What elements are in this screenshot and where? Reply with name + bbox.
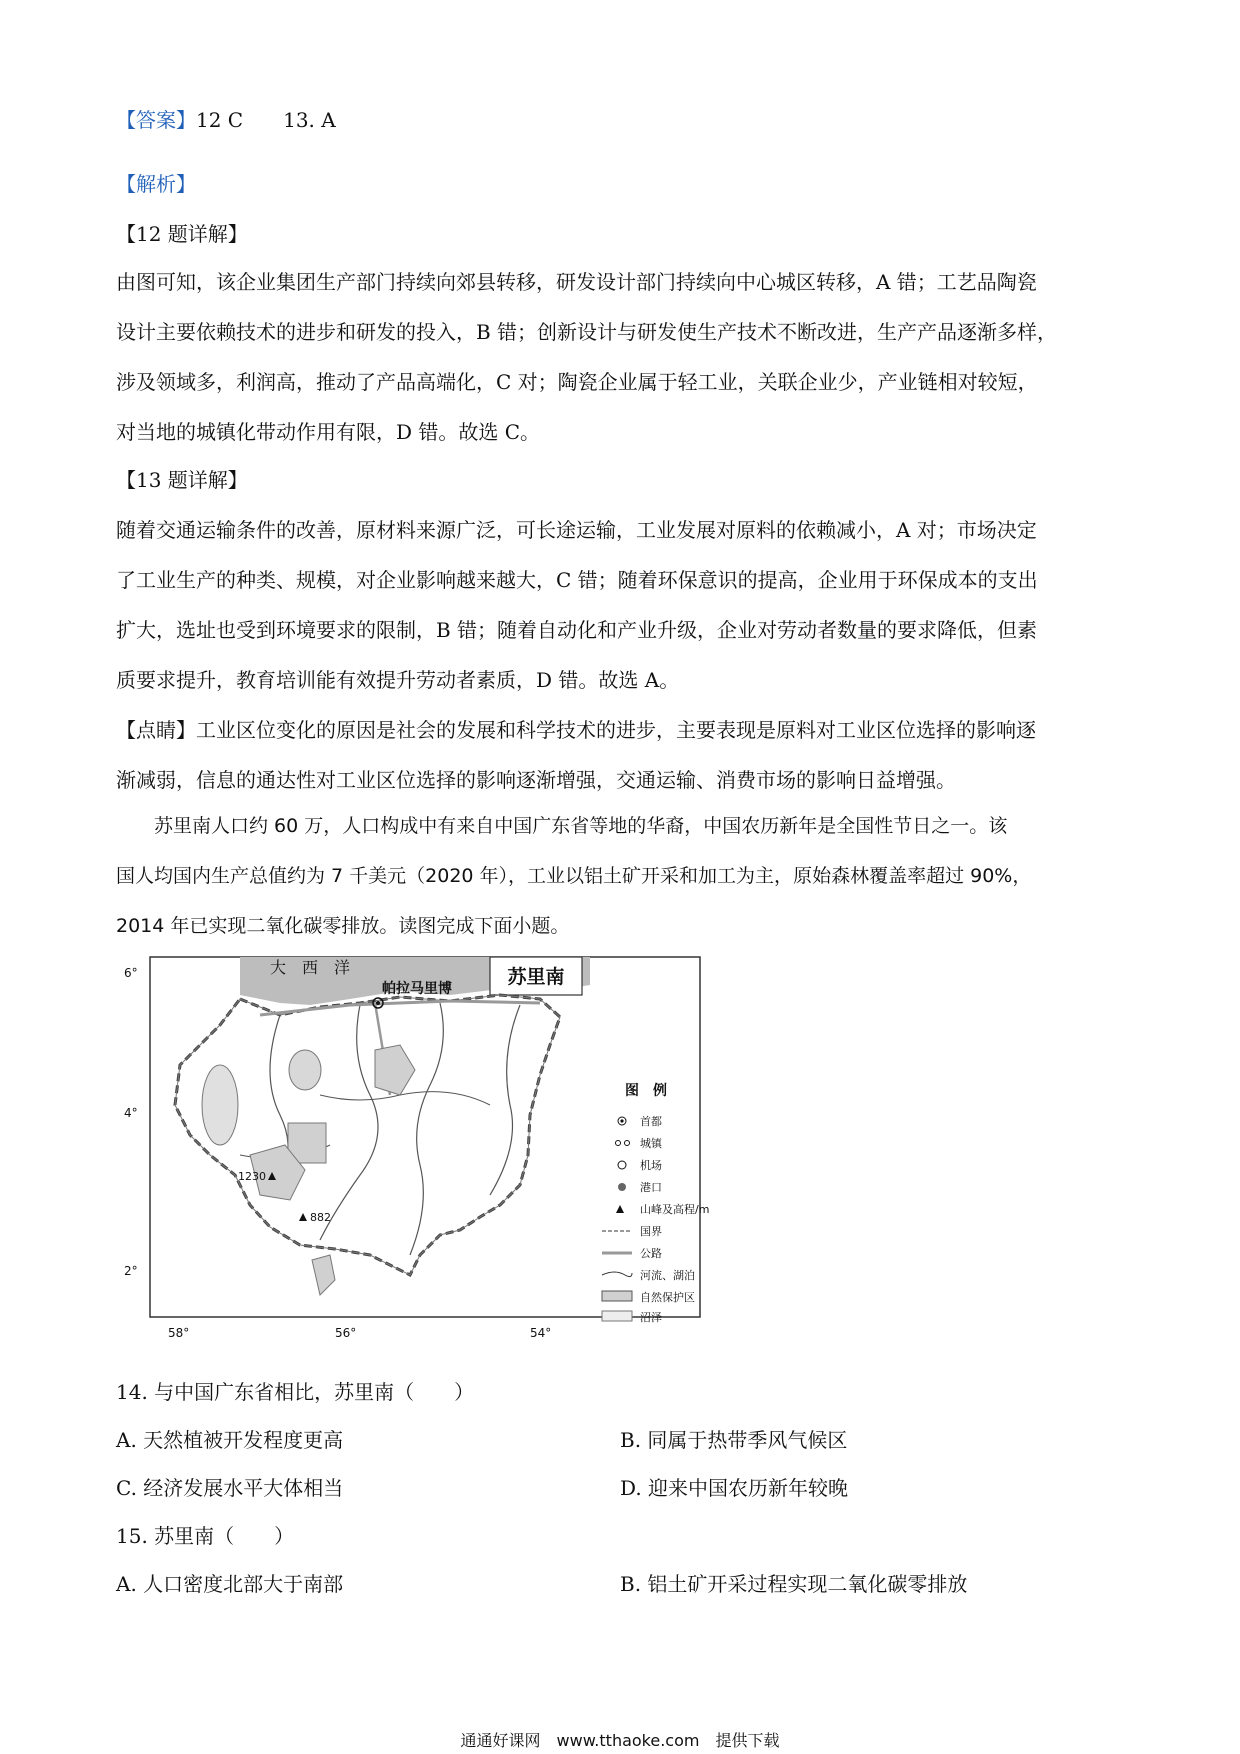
lon-label: 56° xyxy=(335,1326,357,1340)
point-line-2: 渐减弱，信息的通达性对工业区位选择的影响逐渐增强，交通运输、消费市场的影响日益增强。 xyxy=(116,768,956,792)
swamp-area xyxy=(202,1065,238,1145)
q15-stem: 15. 苏里南（ ） xyxy=(116,1524,295,1548)
legend-item: 国界 xyxy=(640,1225,662,1238)
peak-label: 1230 xyxy=(238,1170,266,1183)
reserve-legend-icon xyxy=(602,1291,632,1301)
lat-label: 6° xyxy=(124,966,138,980)
lon-label: 58° xyxy=(168,1326,190,1340)
peak-label: 882 xyxy=(310,1211,331,1224)
legend-item: 沼泽 xyxy=(640,1311,662,1324)
capital-icon-dot xyxy=(376,1001,380,1005)
intro-line: 苏里南人口约 60 万，人口构成中有来自中国广东省等地的华裔，中国农历新年是全国性节日之一。该 xyxy=(116,815,1008,837)
lon-label: 54° xyxy=(530,1326,552,1340)
q13-detail-label: 【13 题详解】 xyxy=(116,468,248,492)
q14-stem: 14. 与中国广东省相比，苏里南（ ） xyxy=(116,1380,475,1404)
ocean-label: 大 西 洋 xyxy=(270,958,351,977)
q12-detail-label: 【12 题详解】 xyxy=(116,222,248,246)
lat-label: 2° xyxy=(124,1264,138,1278)
intro-line: 2014 年已实现二氧化碳零排放。读图完成下面小题。 xyxy=(116,915,570,937)
intro-line: 国人均国内生产总值约为 7 千美元（2020 年），工业以铝土矿开采和加工为主，原始森林覆盖率超过 90%， xyxy=(116,865,1032,887)
answer-line xyxy=(116,106,336,134)
q13-line: 扩大，选址也受到环境要求的限制，B 错；随着自动化和产业升级，企业对劳动者数量的要求降低，但素 xyxy=(116,618,1038,642)
legend-item: 城镇 xyxy=(640,1137,662,1150)
q15-option-a[interactable]: A. 人口密度北部大于南部 xyxy=(116,1572,344,1596)
q13-line: 了工业生产的种类、规模，对企业影响越来越大，C 错；随着环保意识的提高，企业用于环保成本的支出 xyxy=(116,568,1038,592)
legend-title: 图 例 xyxy=(625,1083,667,1099)
q15-option-b[interactable]: B. 铝土矿开采过程实现二氧化碳零排放 xyxy=(620,1572,968,1596)
q12-line: 对当地的城镇化带动作用有限，D 错。故选 C。 xyxy=(116,420,541,444)
capital-label: 帕拉马里博 xyxy=(382,981,452,997)
q13-line: 随着交通运输条件的改善，原材料来源广泛，可长途运输，工业发展对原料的依赖减小，A 对；市场决定 xyxy=(116,518,1037,542)
point-label: 【点睛】 xyxy=(116,718,196,742)
page-footer: 通通好课网 www.tthaoke.com 提供下载 xyxy=(460,1731,780,1750)
lat-label: 4° xyxy=(124,1106,138,1120)
q14-option-d[interactable]: D. 迎来中国农历新年较晚 xyxy=(620,1476,849,1500)
q14-option-c[interactable]: C. 经济发展水平大体相当 xyxy=(116,1476,344,1500)
legend-item: 港口 xyxy=(640,1181,662,1194)
legend-item: 首都 xyxy=(640,1115,662,1128)
suriname-map xyxy=(120,955,740,1360)
q12-line: 设计主要依赖技术的进步和研发的投入，B 错；创新设计与研发使生产技术不断改进，生产产品逐渐多样， xyxy=(116,320,1058,344)
swamp-legend-icon xyxy=(602,1311,632,1321)
nature-reserve xyxy=(289,1050,321,1090)
map-title: 苏里南 xyxy=(507,966,565,988)
q14-option-a[interactable]: A. 天然植被开发程度更高 xyxy=(116,1428,344,1452)
legend-item: 机场 xyxy=(640,1159,662,1172)
answer-label: 【答案】 xyxy=(116,108,196,132)
port-legend-icon xyxy=(618,1183,626,1191)
answer-text: 12 C 13. A xyxy=(196,108,336,132)
legend-item: 山峰及高程/m xyxy=(640,1203,710,1216)
q12-line: 由图可知，该企业集团生产部门持续向郊县转移，研发设计部门持续向中心城区转移，A 错；工艺品陶瓷 xyxy=(116,270,1037,294)
q12-line: 涉及领域多，利润高，推动了产品高端化，C 对；陶瓷企业属于轻工业，关联企业少，产业链相对较短， xyxy=(116,370,1038,394)
point-text: 工业区位变化的原因是社会的发展和科学技术的进步，主要表现是原料对工业区位选择的影响逐 xyxy=(196,718,1036,742)
legend-item: 公路 xyxy=(640,1247,662,1260)
q13-line: 质要求提升，教育培训能有效提升劳动者素质，D 错。故选 A。 xyxy=(116,668,680,692)
legend-item: 河流、湖泊 xyxy=(640,1269,695,1282)
point-line-1 xyxy=(116,716,1036,744)
q14-option-b[interactable]: B. 同属于热带季风气候区 xyxy=(620,1428,848,1452)
analysis-label: 【解析】 xyxy=(116,172,196,196)
legend-item: 自然保护区 xyxy=(640,1291,695,1304)
